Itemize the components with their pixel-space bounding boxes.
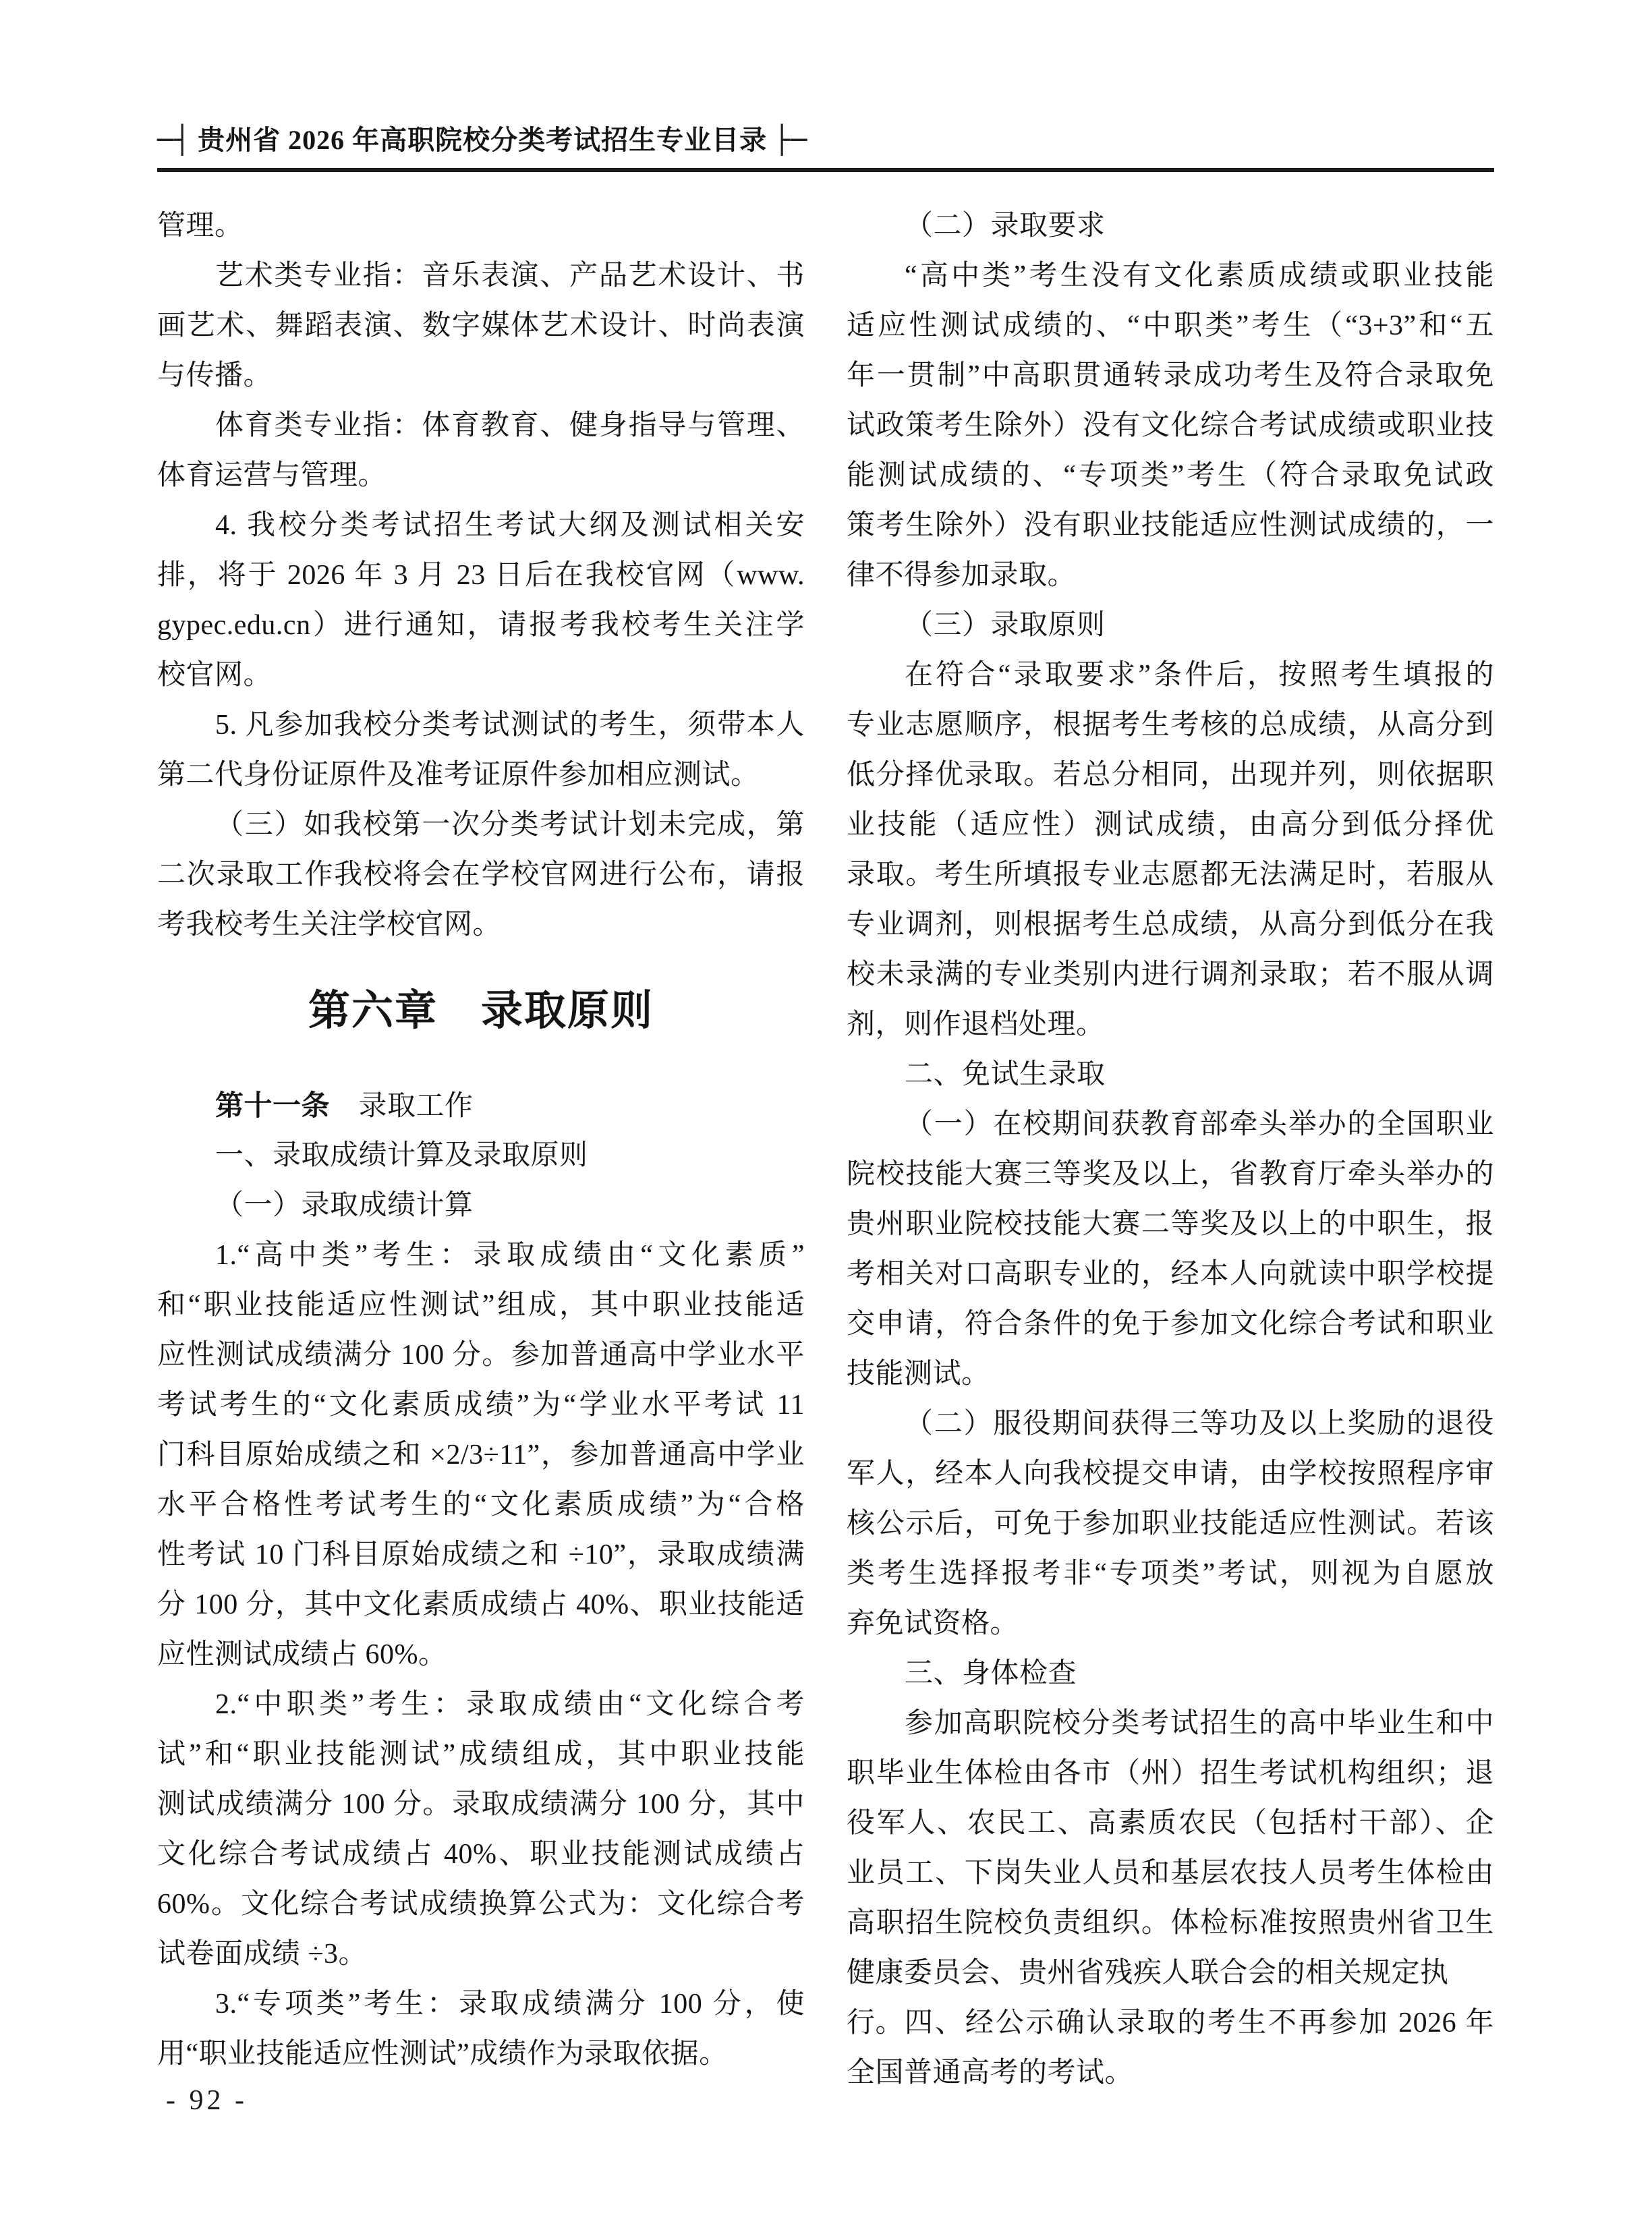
text-line: 考我校考生关注学校官网。 [157,909,502,940]
text-line: 60%。文化综合考试成绩换算公式为：文化综合考 [157,1889,805,1920]
text-line: 技能测试。 [847,1359,990,1390]
text-line: 体育运营与管理。 [157,460,387,491]
text-line: 1.“高中类”考生：录取成绩由“文化素质” [215,1240,805,1271]
text-line: 专业调剂，则根据考生总成绩，从高分到低分在我 [847,909,1494,940]
text-line: 体育类专业指：体育教育、健身指导与管理、 [215,410,805,441]
text-line: （二）服役期间获得三等功及以上奖励的退役 [905,1408,1494,1439]
right-column [847,201,1494,2098]
header-bracket-left-icon: ─┤ [157,125,192,156]
text-line: 试”和“职业技能测试”成绩组成，其中职业技能 [157,1739,805,1770]
page-number: - 92 - [166,2085,248,2116]
text-line: 弃免试资格。 [847,1608,1019,1639]
text-line: （一）在校期间获教育部牵头举办的全国职业 [905,1109,1494,1140]
text-line: 业员工、下岗失业人员和基层农技人员考生体检由 [847,1858,1494,1889]
text-line: 水平合格性考试考生的“文化素质成绩”为“合格 [157,1489,805,1520]
text-line: 试卷面成绩 ÷3。 [157,1939,368,1970]
text-line: 门科目原始成绩之和 ×2/3÷11”，参加普通高中学业 [157,1439,805,1471]
text-line: 类考生选择报考非“专项类”考试，则视为自愿放 [847,1558,1494,1589]
text-line: 职毕业生体检由各市（州）招生考试机构组织；退 [847,1758,1494,1789]
text-line: 军人，经本人向我校提交申请，由学校按照程序审 [847,1458,1494,1489]
header-rule [157,168,1494,172]
text-line: （二）录取要求 [905,210,1106,241]
text-line: 健康委员会、贵州省残疾人联合会的相关规定执行。 [847,1958,1449,2038]
text-line: 4. 我校分类考试招生考试大纲及测试相关安 [215,510,805,541]
text-line: 艺术类专业指：音乐表演、产品艺术设计、书 [215,260,805,291]
text-line: 校官网。 [157,660,273,691]
text-line: 役军人、农民工、高素质农民（包括村干部）、企 [847,1808,1494,1839]
text-line: 试政策考生除外）没有文化综合考试成绩或职业技 [847,410,1494,441]
text-line: 分 100 分，其中文化素质成绩占 40%、职业技能适 [157,1589,805,1620]
text-line: 管理。 [157,210,244,241]
text-line: 应性测试成绩占 60%。 [157,1639,447,1670]
text-line: 剂，则作退档处理。 [847,1009,1105,1040]
text-line: 录取。考生所填报专业志愿都无法满足时，若服从 [847,859,1494,890]
text-line: 用“职业技能适应性测试”成绩作为录取依据。 [157,2038,728,2070]
text-line: 贵州职业院校技能大赛二等奖及以上的中职生，报 [847,1209,1494,1240]
text-line: 高职招生院校负责组织。体检标准按照贵州省卫生 [847,1908,1494,1939]
text-line: （一）录取成绩计算 [215,1190,474,1221]
text-line: 核公示后，可免于参加职业技能适应性测试。若该 [847,1508,1494,1539]
text-line: 应性测试成绩满分 100 分。参加普通高中学业水平 [157,1340,805,1371]
text-line: 和“职业技能适应性测试”组成，其中职业技能适 [157,1290,805,1321]
text-line: 排，将于 2026 年 3 月 23 日后在我校官网（www. [157,560,805,591]
text-line: 三、身体检查 [905,1658,1077,1689]
text-line: 性考试 10 门科目原始成绩之和 ÷10”，录取成绩满 [157,1539,805,1570]
text-line: 与传播。 [157,360,273,391]
text-line: 低分择优录取。若总分相同，出现并列，则依据职 [847,760,1494,791]
text-line: 业技能（适应性）测试成绩，由高分到低分择优 [847,809,1494,840]
text-line: 二、免试生录取 [905,1059,1106,1090]
text-line: 律不得参加录取。 [847,560,1077,591]
text-line: 适应性测试成绩的、“中职类”考生（“3+3”和“五 [847,310,1494,341]
chapter-heading: 第六章 录取原则 [308,988,654,1034]
text-line: 测试成绩满分 100 分。录取成绩满分 100 分，其中 [157,1789,805,1820]
text-line: 交申请，符合条件的免于参加文化综合考试和职业 [847,1309,1494,1340]
text-line: 专业志愿顺序，根据考生考核的总成绩，从高分到 [847,710,1494,741]
article-number: 第十一条 [215,1089,331,1121]
text-line: “高中类”考生没有文化素质成绩或职业技能 [905,260,1494,291]
text-line: 全国普通高考的考试。 [847,2057,1134,2088]
text-line: 二次录取工作我校将会在学校官网进行公布，请报 [157,859,805,890]
text-line: 策考生除外）没有职业技能适应性测试成绩的，一 [847,510,1494,541]
text-line: 一、录取成绩计算及录取原则 [215,1140,588,1171]
text-line: 5. 凡参加我校分类考试测试的考生，须带本人 [215,710,805,741]
text-line: gypec.edu.cn）进行通知，请报考我校考生关注学 [157,610,805,641]
text-line: 画艺术、舞蹈表演、数字媒体艺术设计、时尚表演 [157,310,805,341]
two-column-text-area [157,201,1495,2098]
article-heading: 第十一条 录取工作 [215,1089,474,1122]
text-line: （三）如我校第一次分类考试计划未完成，第 [215,809,805,840]
page-header-title: 贵州省 2026 年高职院校分类考试招生专业目录 [198,125,768,155]
text-line: 院校技能大赛三等奖及以上，省教育厅牵头举办的 [847,1159,1494,1190]
header-bracket-right-icon: ├─ [774,125,808,156]
text-line: 3.“专项类”考生：录取成绩满分 100 分，使 [215,1989,805,2020]
text-line: 第二代身份证原件及准考证原件参加相应测试。 [157,760,760,791]
text-line: 能测试成绩的、“专项类”考生（符合录取免试政 [847,460,1494,491]
text-line: 年一贯制”中高职贯通转录成功考生及符合录取免 [847,360,1494,391]
text-line: 2.“中职类”考生：录取成绩由“文化综合考 [215,1689,805,1720]
text-line: 文化综合考试成绩占 40%、职业技能测试成绩占 [157,1839,805,1870]
text-line: 参加高职院校分类考试招生的高中毕业生和中 [905,1708,1494,1739]
text-line: （三）录取原则 [905,610,1106,641]
text-line: 考试考生的“文化素质成绩”为“学业水平考试 11 [157,1390,805,1421]
text-line: 校未录满的专业类别内进行调剂录取；若不服从调 [847,959,1494,990]
text-line: 在符合“录取要求”条件后，按照考生填报的 [905,660,1494,691]
left-column [157,201,805,2098]
page-header [157,124,807,156]
text-line: 四、经公示确认录取的考生不再参加 2026 年 [905,2007,1494,2038]
text-line: 考相关对口高职专业的，经本人向就读中职学校提 [847,1259,1494,1290]
